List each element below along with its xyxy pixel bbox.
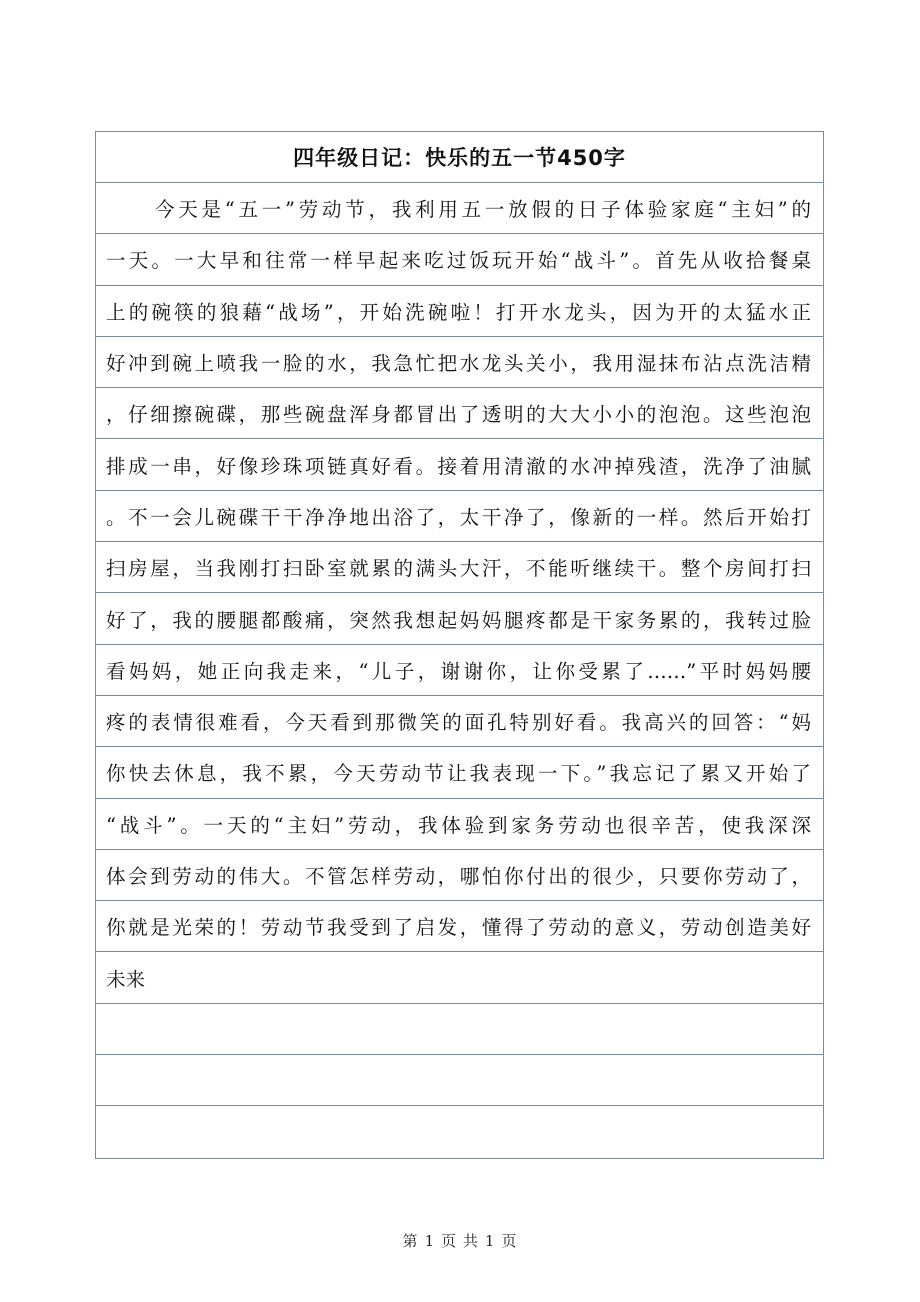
text-line <box>96 491 823 542</box>
text-line <box>96 645 823 696</box>
text-line <box>96 337 823 388</box>
text-line <box>96 901 823 952</box>
title-row <box>96 132 823 183</box>
paragraph-line: 你就是光荣的！劳动节我受到了启发，懂得了劳动的意义，劳动创造美好 <box>106 916 811 940</box>
footer-suffix: 页 <box>501 1232 518 1250</box>
page-footer <box>0 1230 920 1251</box>
paragraph-line: 你快去休息，我不累，今天劳动节让我表现一下。”我忘记了累又开始了 <box>106 762 811 786</box>
footer-prefix: 第 <box>402 1232 419 1250</box>
empty-line <box>96 1106 823 1157</box>
paragraph-line: 未来 <box>106 967 146 991</box>
paragraph-line: ，仔细擦碗碟，那些碗盘浑身都冒出了透明的大大小小的泡泡。这些泡泡 <box>106 403 811 427</box>
diary-sheet <box>95 131 824 1159</box>
text-line <box>96 747 823 798</box>
total-pages-number: 1 <box>484 1232 496 1250</box>
text-line <box>96 388 823 439</box>
text-line <box>96 696 823 747</box>
page-title: 四年级日记：快乐的五一节450字 <box>293 146 626 170</box>
text-line <box>96 593 823 644</box>
empty-line <box>96 1004 823 1055</box>
paragraph-line: “战斗”。一天的“主妇”劳动，我体验到家务劳动也很辛苦，使我深深 <box>106 813 811 837</box>
text-line <box>96 234 823 285</box>
paragraph-line: 排成一串，好像珍珠项链真好看。接着用清澈的水冲掉残渣，洗净了油腻 <box>106 454 811 478</box>
paragraph-line: 看妈妈，她正向我走来，“儿子，谢谢你，让你受累了……”平时妈妈腰 <box>106 659 811 683</box>
text-line <box>96 850 823 901</box>
paragraph-line: 好冲到碗上喷我一脸的水，我急忙把水龙头关小，我用湿抹布沾点洗洁精 <box>106 352 811 376</box>
paragraph-line: 好了，我的腰腿都酸痛，突然我想起妈妈腿疼都是干家务累的，我转过脸 <box>106 608 811 632</box>
paragraph-line: 上的碗筷的狼藉“战场”，开始洗碗啦！打开水龙头，因为开的太猛水正 <box>106 300 811 324</box>
current-page-number: 1 <box>424 1232 436 1250</box>
text-line <box>96 286 823 337</box>
paragraph-line: 疼的表情很难看，今天看到那微笑的面孔特别好看。我高兴的回答：“妈 <box>106 711 811 735</box>
paragraph-line: 体会到劳动的伟大。不管怎样劳动，哪怕你付出的很少，只要你劳动了， <box>106 865 811 888</box>
text-line <box>96 952 823 1003</box>
text-line <box>96 439 823 490</box>
paragraph-line: 。不一会儿碗碟干干净净地出浴了，太干净了，像新的一样。然后开始打 <box>106 505 811 529</box>
text-line <box>96 183 823 234</box>
paragraph-line: 一天。一大早和往常一样早起来吃过饭玩开始“战斗”。首先从收拾餐桌 <box>106 249 811 273</box>
text-line <box>96 799 823 850</box>
empty-line <box>96 1055 823 1106</box>
paragraph-line: 扫房屋，当我刚打扫卧室就累的满头大汗，不能听继续干。整个房间打扫 <box>106 557 811 581</box>
paragraph-line: 今天是“五一”劳动节，我利用五一放假的日子体验家庭“主妇”的 <box>155 198 811 222</box>
footer-mid: 页 共 <box>441 1232 479 1250</box>
text-line <box>96 542 823 593</box>
